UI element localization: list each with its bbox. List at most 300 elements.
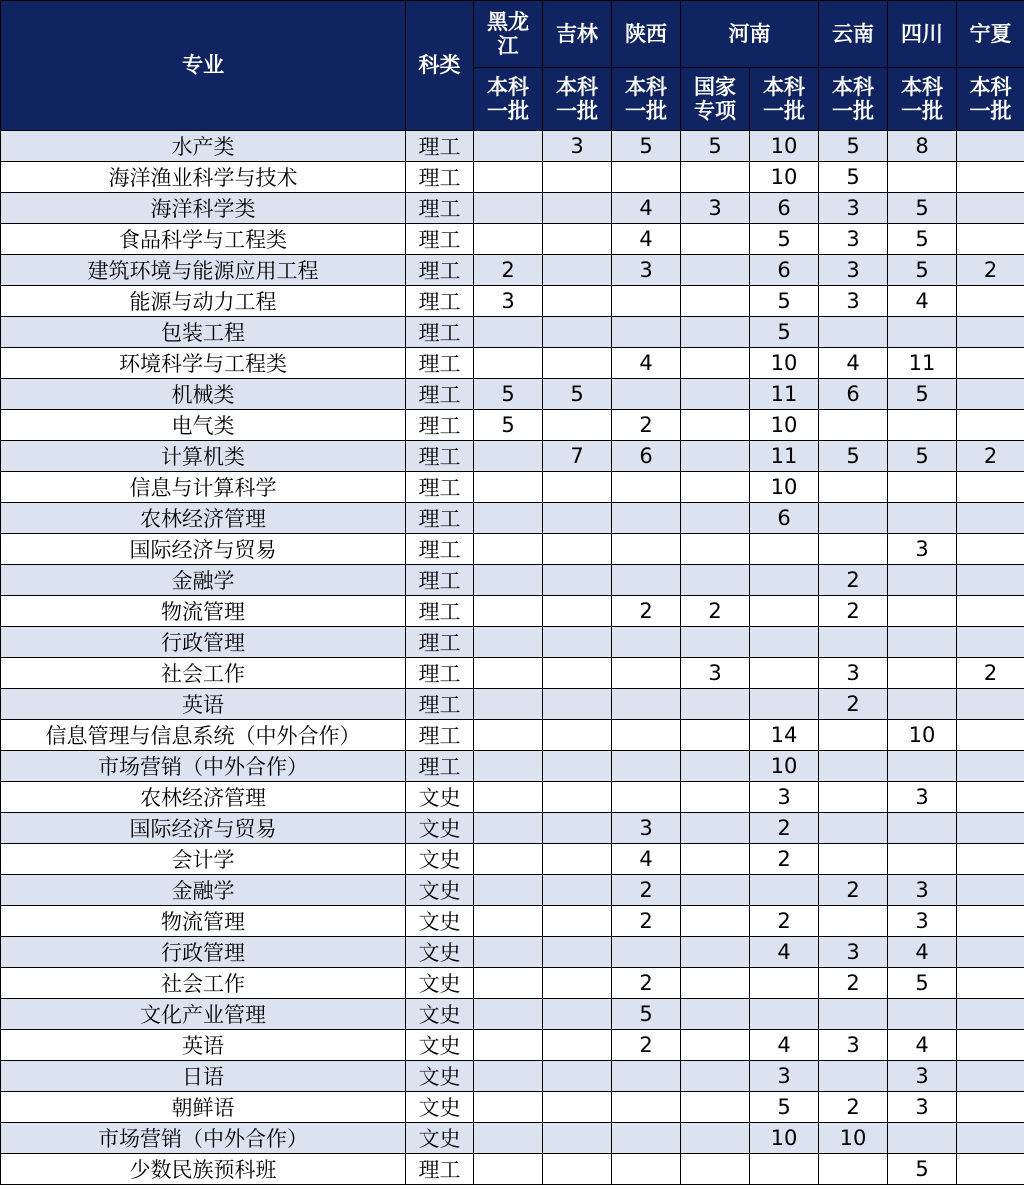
quota-cell (681, 813, 750, 844)
category-cell: 文史 (406, 782, 474, 813)
quota-cell (612, 317, 681, 348)
quota-cell (474, 968, 543, 999)
table-row (1, 410, 1024, 441)
quota-cell (819, 751, 888, 782)
major-cell: 市场营销（中外合作） (1, 1123, 406, 1154)
quota-cell: 3 (681, 193, 750, 224)
quota-cell (957, 162, 1024, 193)
category-cell: 文史 (406, 1092, 474, 1123)
major-cell: 物流管理 (1, 596, 406, 627)
quota-cell (474, 224, 543, 255)
header-batch-label: 本科 一批 (969, 74, 1012, 123)
quota-cell: 5 (612, 999, 681, 1030)
quota-cell (543, 813, 612, 844)
quota-cell: 3 (819, 255, 888, 286)
quota-cell (474, 503, 543, 534)
quota-cell (957, 999, 1024, 1030)
table-row (1, 379, 1024, 410)
category-cell: 理工 (406, 689, 474, 720)
quota-cell (888, 844, 957, 875)
major-cell: 文化产业管理 (1, 999, 406, 1030)
category-cell: 文史 (406, 906, 474, 937)
major-cell: 国际经济与贸易 (1, 534, 406, 565)
quota-cell (957, 782, 1024, 813)
quota-cell (543, 1061, 612, 1092)
category-cell: 理工 (406, 224, 474, 255)
quota-cell (750, 627, 819, 658)
quota-cell: 2 (819, 565, 888, 596)
quota-cell (612, 782, 681, 813)
table-row (1, 937, 1024, 968)
quota-cell: 5 (750, 224, 819, 255)
header-province-heilongjiang: 黑龙 江 (474, 1, 543, 68)
quota-cell: 2 (819, 689, 888, 720)
quota-cell (543, 224, 612, 255)
quota-cell: 5 (888, 224, 957, 255)
quota-cell (543, 472, 612, 503)
quota-cell (819, 534, 888, 565)
quota-cell (681, 937, 750, 968)
category-cell: 理工 (406, 596, 474, 627)
category-cell: 文史 (406, 844, 474, 875)
quota-cell (543, 317, 612, 348)
table-row (1, 906, 1024, 937)
table-header (1, 1, 1024, 131)
quota-cell (543, 751, 612, 782)
category-cell: 文史 (406, 813, 474, 844)
quota-cell: 5 (750, 286, 819, 317)
quota-cell (681, 875, 750, 906)
quota-cell: 10 (750, 348, 819, 379)
quota-cell (819, 782, 888, 813)
quota-cell (681, 782, 750, 813)
quota-cell (681, 379, 750, 410)
quota-cell (681, 503, 750, 534)
quota-cell: 3 (888, 782, 957, 813)
quota-cell (612, 1154, 681, 1185)
category-cell: 理工 (406, 472, 474, 503)
quota-cell (681, 348, 750, 379)
quota-cell (957, 844, 1024, 875)
quota-cell (957, 534, 1024, 565)
quota-cell (957, 1030, 1024, 1061)
quota-cell: 3 (750, 782, 819, 813)
category-cell: 文史 (406, 937, 474, 968)
header-row-provinces (1, 1, 1024, 68)
category-cell: 文史 (406, 999, 474, 1030)
quota-cell (543, 968, 612, 999)
quota-cell (681, 999, 750, 1030)
quota-cell (474, 534, 543, 565)
quota-cell: 10 (750, 751, 819, 782)
quota-cell (543, 720, 612, 751)
quota-cell (819, 1061, 888, 1092)
quota-cell: 3 (819, 1030, 888, 1061)
quota-cell: 2 (612, 968, 681, 999)
quota-cell (957, 286, 1024, 317)
quota-cell (474, 565, 543, 596)
quota-cell (474, 131, 543, 162)
quota-cell (750, 689, 819, 720)
quota-cell (543, 658, 612, 689)
quota-cell (819, 844, 888, 875)
category-cell: 理工 (406, 348, 474, 379)
major-cell: 会计学 (1, 844, 406, 875)
quota-cell: 3 (750, 1061, 819, 1092)
quota-cell (681, 844, 750, 875)
quota-cell: 3 (819, 193, 888, 224)
quota-cell: 6 (612, 441, 681, 472)
table-row (1, 1061, 1024, 1092)
quota-cell: 14 (750, 720, 819, 751)
quota-cell (819, 317, 888, 348)
quota-cell (888, 751, 957, 782)
quota-cell (543, 348, 612, 379)
category-cell: 理工 (406, 379, 474, 410)
quota-cell: 3 (474, 286, 543, 317)
quota-cell: 4 (612, 844, 681, 875)
header-province-sichuan: 四川 (888, 1, 957, 68)
quota-cell: 4 (612, 348, 681, 379)
quota-cell: 2 (612, 875, 681, 906)
quota-cell (612, 1092, 681, 1123)
table-row (1, 131, 1024, 162)
quota-cell: 10 (819, 1123, 888, 1154)
quota-cell: 3 (819, 937, 888, 968)
quota-cell (957, 875, 1024, 906)
quota-cell (681, 1061, 750, 1092)
quota-cell (819, 472, 888, 503)
header-batch-label: 国家 专项 (694, 74, 736, 123)
major-cell: 计算机类 (1, 441, 406, 472)
category-cell: 理工 (406, 286, 474, 317)
category-cell: 理工 (406, 751, 474, 782)
quota-cell (474, 720, 543, 751)
table-row (1, 193, 1024, 224)
table-row (1, 1030, 1024, 1061)
header-category: 科类 (406, 1, 474, 131)
table-row (1, 441, 1024, 472)
quota-cell: 3 (888, 875, 957, 906)
quota-cell (474, 906, 543, 937)
table-row (1, 627, 1024, 658)
table-row (1, 782, 1024, 813)
table-row (1, 1123, 1024, 1154)
quota-cell: 5 (474, 379, 543, 410)
quota-cell: 2 (612, 410, 681, 441)
quota-cell: 4 (612, 193, 681, 224)
quota-cell (543, 937, 612, 968)
quota-cell (543, 1123, 612, 1154)
table-row (1, 720, 1024, 751)
header-province-henan: 河南 (681, 1, 819, 68)
quota-cell (474, 627, 543, 658)
major-cell: 海洋渔业科学与技术 (1, 162, 406, 193)
category-cell: 理工 (406, 193, 474, 224)
major-cell: 市场营销（中外合作） (1, 751, 406, 782)
header-batch (957, 68, 1024, 131)
quota-cell: 2 (957, 255, 1024, 286)
category-cell: 文史 (406, 1061, 474, 1092)
header-batch-label: 本科 一批 (901, 74, 943, 123)
quota-cell (474, 1030, 543, 1061)
quota-cell: 4 (888, 286, 957, 317)
quota-cell: 2 (957, 658, 1024, 689)
quota-cell (474, 441, 543, 472)
quota-cell: 5 (888, 1154, 957, 1185)
quota-cell (888, 565, 957, 596)
quota-cell (957, 813, 1024, 844)
quota-cell (681, 565, 750, 596)
quota-cell (543, 1154, 612, 1185)
quota-cell (957, 565, 1024, 596)
quota-cell: 6 (750, 503, 819, 534)
quota-cell (888, 162, 957, 193)
quota-cell: 5 (888, 193, 957, 224)
table-row (1, 875, 1024, 906)
quota-cell (957, 348, 1024, 379)
header-batch-label: 本科 一批 (487, 74, 529, 123)
quota-cell (681, 162, 750, 193)
category-cell: 理工 (406, 317, 474, 348)
quota-cell: 3 (888, 906, 957, 937)
header-province-ningxia: 宁夏 (957, 1, 1024, 68)
quota-cell: 10 (750, 162, 819, 193)
quota-cell (474, 1123, 543, 1154)
quota-cell: 5 (681, 131, 750, 162)
major-cell: 食品科学与工程类 (1, 224, 406, 255)
table-row (1, 596, 1024, 627)
quota-cell: 3 (612, 255, 681, 286)
major-cell: 少数民族预科班 (1, 1154, 406, 1185)
table-row (1, 968, 1024, 999)
table-row (1, 317, 1024, 348)
quota-cell (612, 751, 681, 782)
quota-cell (681, 689, 750, 720)
quota-cell (543, 844, 612, 875)
table-row (1, 813, 1024, 844)
table-row (1, 472, 1024, 503)
quota-cell (543, 906, 612, 937)
quota-cell (543, 875, 612, 906)
table-row (1, 224, 1024, 255)
quota-cell (543, 193, 612, 224)
quota-cell: 3 (819, 658, 888, 689)
header-batch (474, 68, 543, 131)
quota-cell (957, 317, 1024, 348)
quota-cell (543, 255, 612, 286)
quota-cell (681, 441, 750, 472)
quota-cell (543, 410, 612, 441)
quota-cell (957, 1092, 1024, 1123)
quota-cell (957, 1154, 1024, 1185)
quota-cell (957, 379, 1024, 410)
quota-cell: 4 (750, 937, 819, 968)
quota-cell: 6 (750, 255, 819, 286)
quota-cell (750, 875, 819, 906)
quota-cell: 8 (888, 131, 957, 162)
quota-cell (543, 534, 612, 565)
major-cell: 英语 (1, 689, 406, 720)
quota-cell: 10 (750, 131, 819, 162)
quota-cell (474, 1154, 543, 1185)
quota-cell (474, 348, 543, 379)
header-batch (543, 68, 612, 131)
quota-cell (957, 596, 1024, 627)
quota-cell (888, 627, 957, 658)
header-province-jilin: 吉林 (543, 1, 612, 68)
header-batch-label: 本科 一批 (832, 74, 874, 123)
table-row (1, 844, 1024, 875)
quota-cell (612, 689, 681, 720)
quota-cell (474, 162, 543, 193)
quota-cell (681, 317, 750, 348)
quota-cell: 3 (543, 131, 612, 162)
quota-cell: 2 (612, 906, 681, 937)
quota-cell (681, 534, 750, 565)
quota-cell: 2 (612, 1030, 681, 1061)
header-batch (888, 68, 957, 131)
category-cell: 理工 (406, 1154, 474, 1185)
quota-cell (681, 286, 750, 317)
header-batch-label: 本科 一批 (763, 74, 805, 123)
quota-cell (681, 751, 750, 782)
quota-cell: 5 (888, 968, 957, 999)
quota-cell: 2 (612, 596, 681, 627)
quota-cell: 2 (819, 596, 888, 627)
quota-cell (612, 472, 681, 503)
header-province-shaanxi: 陕西 (612, 1, 681, 68)
quota-cell: 2 (474, 255, 543, 286)
quota-cell: 10 (750, 472, 819, 503)
quota-cell (681, 255, 750, 286)
quota-cell: 3 (819, 286, 888, 317)
table-row (1, 286, 1024, 317)
quota-cell (474, 1092, 543, 1123)
header-province-yunnan: 云南 (819, 1, 888, 68)
quota-cell: 11 (750, 379, 819, 410)
quota-cell: 10 (750, 410, 819, 441)
quota-cell: 5 (819, 441, 888, 472)
header-major: 专业 (1, 1, 406, 131)
quota-cell (957, 627, 1024, 658)
quota-cell: 3 (888, 1092, 957, 1123)
quota-cell (957, 224, 1024, 255)
quota-cell (612, 286, 681, 317)
major-cell: 机械类 (1, 379, 406, 410)
quota-cell (957, 131, 1024, 162)
major-cell: 行政管理 (1, 627, 406, 658)
quota-cell (681, 1123, 750, 1154)
quota-cell: 2 (957, 441, 1024, 472)
quota-cell (474, 844, 543, 875)
quota-cell: 5 (888, 255, 957, 286)
table-row (1, 1092, 1024, 1123)
header-batch-label: 本科 一批 (625, 74, 667, 123)
quota-cell (819, 503, 888, 534)
header-batch (681, 68, 750, 131)
quota-cell (957, 503, 1024, 534)
table-body (1, 131, 1024, 1185)
quota-cell (543, 999, 612, 1030)
quota-cell (681, 224, 750, 255)
quota-cell: 2 (819, 1092, 888, 1123)
major-cell: 日语 (1, 1061, 406, 1092)
quota-cell: 2 (819, 968, 888, 999)
quota-cell (957, 472, 1024, 503)
quota-cell (474, 317, 543, 348)
quota-cell (474, 782, 543, 813)
quota-cell: 3 (681, 658, 750, 689)
quota-cell (681, 720, 750, 751)
quota-cell: 2 (750, 906, 819, 937)
quota-cell (888, 472, 957, 503)
quota-cell (819, 813, 888, 844)
quota-cell: 2 (750, 813, 819, 844)
quota-cell (819, 999, 888, 1030)
quota-cell (474, 658, 543, 689)
quota-cell: 11 (888, 348, 957, 379)
quota-cell (681, 968, 750, 999)
major-cell: 建筑环境与能源应用工程 (1, 255, 406, 286)
quota-cell (543, 782, 612, 813)
quota-cell: 5 (888, 379, 957, 410)
quota-cell: 4 (750, 1030, 819, 1061)
table-row (1, 565, 1024, 596)
quota-cell (474, 813, 543, 844)
quota-cell: 5 (750, 317, 819, 348)
quota-cell (750, 968, 819, 999)
quota-cell: 2 (681, 596, 750, 627)
table-row (1, 534, 1024, 565)
quota-cell (612, 503, 681, 534)
quota-cell (612, 627, 681, 658)
quota-cell: 5 (474, 410, 543, 441)
quota-cell (957, 193, 1024, 224)
quota-cell: 5 (888, 441, 957, 472)
category-cell: 文史 (406, 875, 474, 906)
quota-cell (681, 410, 750, 441)
quota-cell (612, 658, 681, 689)
quota-cell (888, 410, 957, 441)
category-cell: 文史 (406, 1030, 474, 1061)
quota-cell (543, 596, 612, 627)
category-cell: 理工 (406, 534, 474, 565)
quota-cell (957, 1061, 1024, 1092)
quota-cell (612, 1061, 681, 1092)
quota-cell (474, 689, 543, 720)
category-cell: 理工 (406, 255, 474, 286)
quota-cell: 5 (543, 379, 612, 410)
quota-cell (819, 720, 888, 751)
quota-cell (543, 162, 612, 193)
quota-cell (543, 286, 612, 317)
major-cell: 社会工作 (1, 968, 406, 999)
category-cell: 理工 (406, 162, 474, 193)
header-batch (819, 68, 888, 131)
quota-cell (681, 1092, 750, 1123)
quota-cell (888, 658, 957, 689)
quota-cell: 2 (750, 844, 819, 875)
quota-cell (681, 472, 750, 503)
quota-cell (888, 1123, 957, 1154)
major-cell: 水产类 (1, 131, 406, 162)
quota-cell (750, 999, 819, 1030)
quota-cell (750, 565, 819, 596)
major-cell: 英语 (1, 1030, 406, 1061)
category-cell: 理工 (406, 503, 474, 534)
table-row (1, 1154, 1024, 1185)
